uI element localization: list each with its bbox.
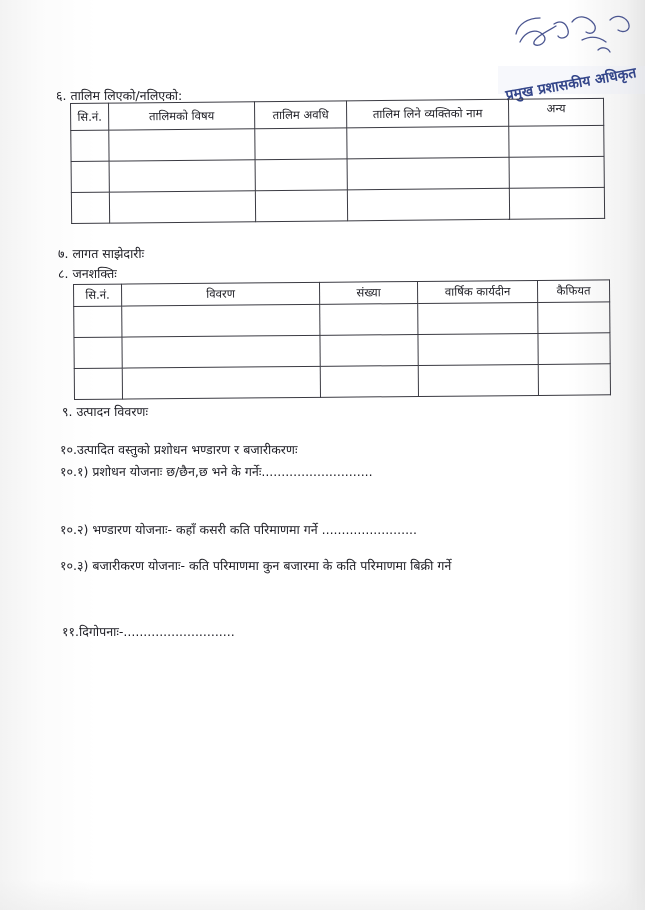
processing-plan-line: १०.१) प्रशोधन योजनाः छ/छैन,छ भने के गर्नेः............................ xyxy=(60,464,373,479)
column-header: अन्य xyxy=(508,98,603,126)
table-cell[interactable] xyxy=(418,333,538,365)
table-cell[interactable] xyxy=(347,188,509,221)
table-cell[interactable] xyxy=(320,365,418,397)
column-header: सि.नं. xyxy=(74,284,122,306)
column-header: विवरण xyxy=(122,282,320,306)
column-header: संख्या xyxy=(319,281,417,304)
section-6-heading: ६. तालिम लिएको/नलिएको: xyxy=(56,88,183,103)
table-cell[interactable] xyxy=(255,159,347,191)
page-shadow xyxy=(0,880,645,910)
table-cell[interactable] xyxy=(122,366,320,399)
marketing-plan-line: १०.३) बजारीकरण योजनाः- कति परिमाणमा कुन बजारमा के कति परिमाणमा बिक्री गर्ने xyxy=(60,558,452,573)
table-cell[interactable] xyxy=(71,192,109,223)
table-cell[interactable] xyxy=(418,364,538,396)
table-cell[interactable] xyxy=(509,156,604,188)
table-cell[interactable] xyxy=(320,334,418,366)
table-cell[interactable] xyxy=(74,306,122,337)
office-stamp xyxy=(498,0,645,110)
section-7-heading: ७. लागत साझेदारीः xyxy=(58,246,145,261)
table-cell[interactable] xyxy=(255,128,347,160)
table-cell[interactable] xyxy=(347,126,509,159)
table-cell[interactable] xyxy=(71,130,109,161)
table-cell[interactable] xyxy=(418,302,538,334)
table-cell[interactable] xyxy=(255,190,347,222)
column-header: कैफियत xyxy=(537,280,609,303)
table-cell[interactable] xyxy=(347,157,509,190)
column-header: सि.नं. xyxy=(71,103,109,130)
table-cell[interactable] xyxy=(109,191,255,223)
manpower-table xyxy=(73,279,611,400)
table-cell[interactable] xyxy=(109,160,255,192)
column-header: वार्षिक कार्यदीन xyxy=(417,280,537,303)
table-row xyxy=(71,156,604,192)
table-row xyxy=(74,333,610,369)
section-11-heading: ११.दिगोपनाः-............................ xyxy=(62,624,235,639)
storage-plan-line: १०.२) भण्डारण योजनाः- कहाँ कसरी कति परिमाणमा गर्ने ........................ xyxy=(60,522,417,537)
table-cell[interactable] xyxy=(538,302,610,334)
table-cell[interactable] xyxy=(74,337,122,368)
section-8-heading: ८. जनशक्तिः xyxy=(58,266,117,281)
section-10-heading: १०.उत्पादित वस्तुको प्रशोधन भण्डारण र बजारीकरणः xyxy=(60,442,298,457)
table-row xyxy=(71,187,604,223)
table-cell[interactable] xyxy=(509,125,604,157)
table-cell[interactable] xyxy=(122,335,320,368)
table-row xyxy=(74,364,610,400)
table-cell[interactable] xyxy=(538,333,610,365)
signature-icon xyxy=(516,16,629,52)
table-cell[interactable] xyxy=(71,161,109,192)
table-cell[interactable] xyxy=(320,303,418,335)
table-cell[interactable] xyxy=(74,368,122,399)
table-cell[interactable] xyxy=(509,187,604,219)
table-row xyxy=(71,125,604,161)
training-table xyxy=(70,98,605,224)
column-header: तालिमको विषय xyxy=(109,102,255,130)
column-header: तालिम अवधि xyxy=(254,101,346,129)
table-cell[interactable] xyxy=(122,304,320,337)
column-header: तालिम लिने व्यक्तिको नाम xyxy=(346,99,508,128)
table-row xyxy=(74,302,610,338)
table-cell[interactable] xyxy=(109,129,255,161)
svg-text:प्रमुख प्रशासकीय अधिकृत: प्रमुख प्रशासकीय अधिकृत xyxy=(504,65,638,104)
table-cell[interactable] xyxy=(538,364,610,396)
section-9-heading: ९. उत्पादन विवरणः xyxy=(62,404,148,419)
